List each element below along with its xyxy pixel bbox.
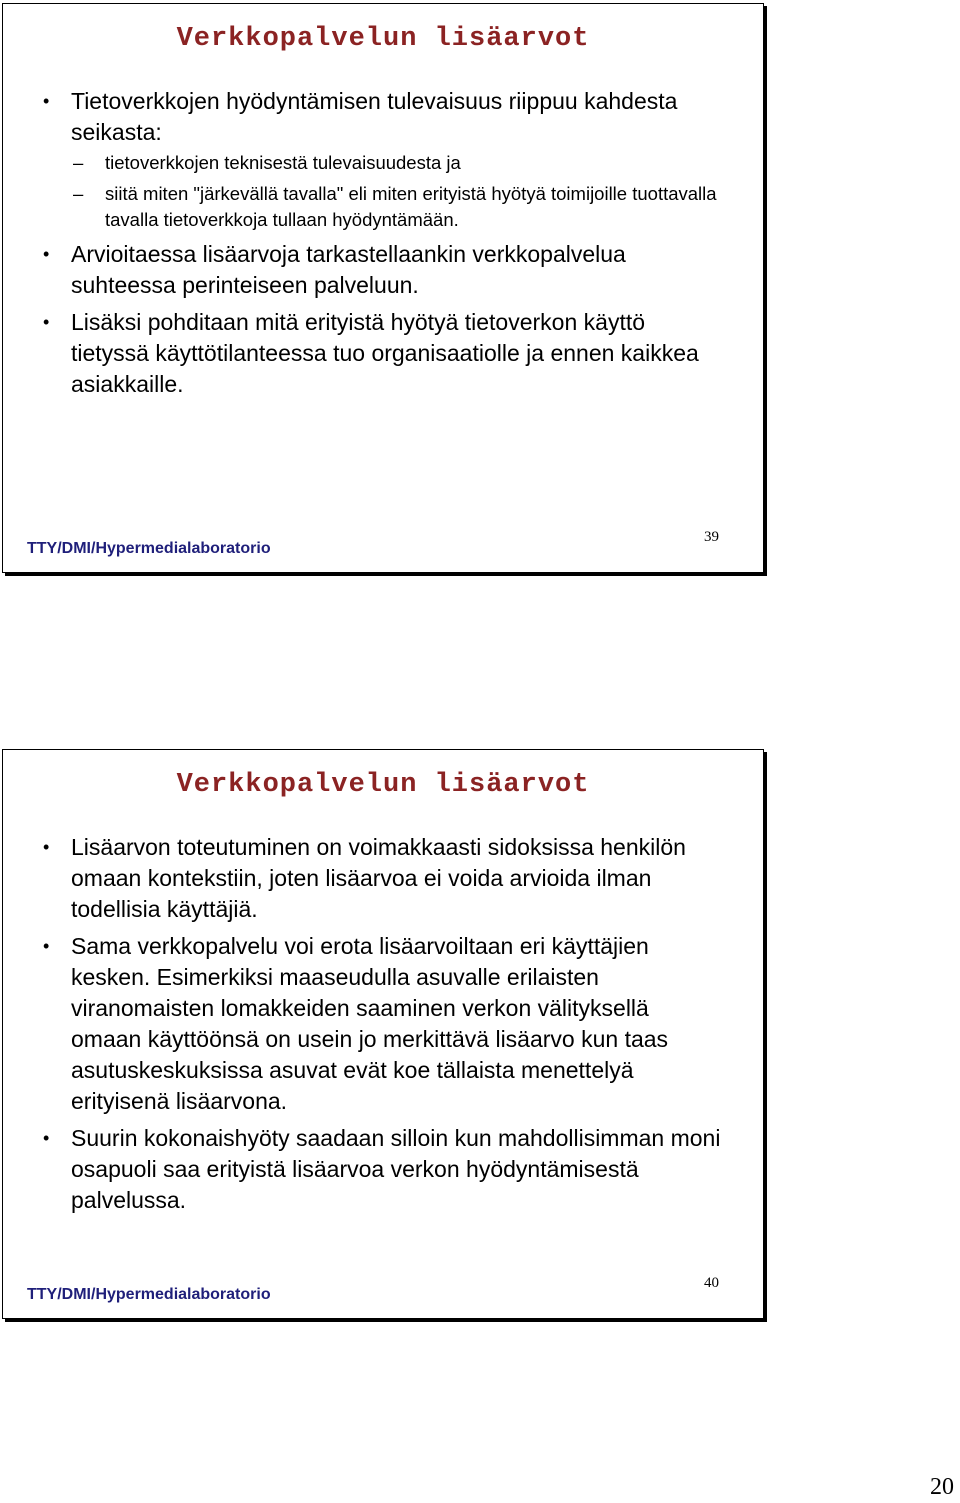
bullet-item <box>3 86 763 233</box>
slide-footer: TTY/DMI/Hypermedialaboratorio <box>27 540 271 557</box>
bullet-item: • Arvioitaessa lisäarvoja tarkastellaankin verkkopalvelua suhteessa perinteiseen palveluun. <box>3 239 763 301</box>
sub-bullet-item: – tietoverkkojen teknisestä tulevaisuudesta ja <box>71 150 723 176</box>
slide-number: 40 <box>704 1275 719 1291</box>
sub-bullet-item: – siitä miten "järkevällä tavalla" eli miten erityistä hyötyä toimijoille tuottavalla tavalla tietoverkkoja tullaan hyödyntämään. <box>71 181 723 233</box>
slide-title: Verkkopalvelun lisäarvot <box>176 770 590 800</box>
bullet-item: • Suurin kokonaishyöty saadaan silloin kun mahdollisimman moni osapuoli saa erityistä lisäarvoa verkon hyödyntämisestä palvelussa. <box>3 1123 763 1216</box>
sub-bullet-list <box>71 150 723 233</box>
page-number: 20 <box>930 1474 954 1500</box>
bullet-item: • Lisäksi pohditaan mitä erityistä hyötyä tietoverkon käyttö tietyssä käyttötilanteessa tuo organisaatiolle ja ennen kaikkea asiakkaille. <box>3 307 763 400</box>
bullet-list <box>3 86 763 406</box>
bullet-text: Tietoverkkojen hyödyntämisen tulevaisuus riippuu kahdesta seikasta: <box>71 88 678 145</box>
slide-40 <box>2 749 764 1319</box>
bullet-list <box>3 832 763 1222</box>
slide-footer: TTY/DMI/Hypermedialaboratorio <box>27 1286 271 1303</box>
slide-title: Verkkopalvelun lisäarvot <box>176 24 590 54</box>
bullet-item: • Sama verkkopalvelu voi erota lisäarvoiltaan eri käyttäjien kesken. Esimerkiksi maaseudulla asuvalle erilaisten viranomaisten lomakkeiden saaminen verkon välityksellä omaan käyttöönsä on usein jo merkittävä lisäarvo kun taas asutuskeskuksissa asuvat evät koe tällaista menettelyä erityisenä lisäarvona. <box>3 931 763 1117</box>
slide-number: 39 <box>704 529 719 545</box>
bullet-item: • Lisäarvon toteutuminen on voimakkaasti sidoksissa henkilön omaan kontekstiin, joten lisäarvoa ei voida arvioida ilman todellisia käyttäjiä. <box>3 832 763 925</box>
slide-39 <box>2 3 764 573</box>
